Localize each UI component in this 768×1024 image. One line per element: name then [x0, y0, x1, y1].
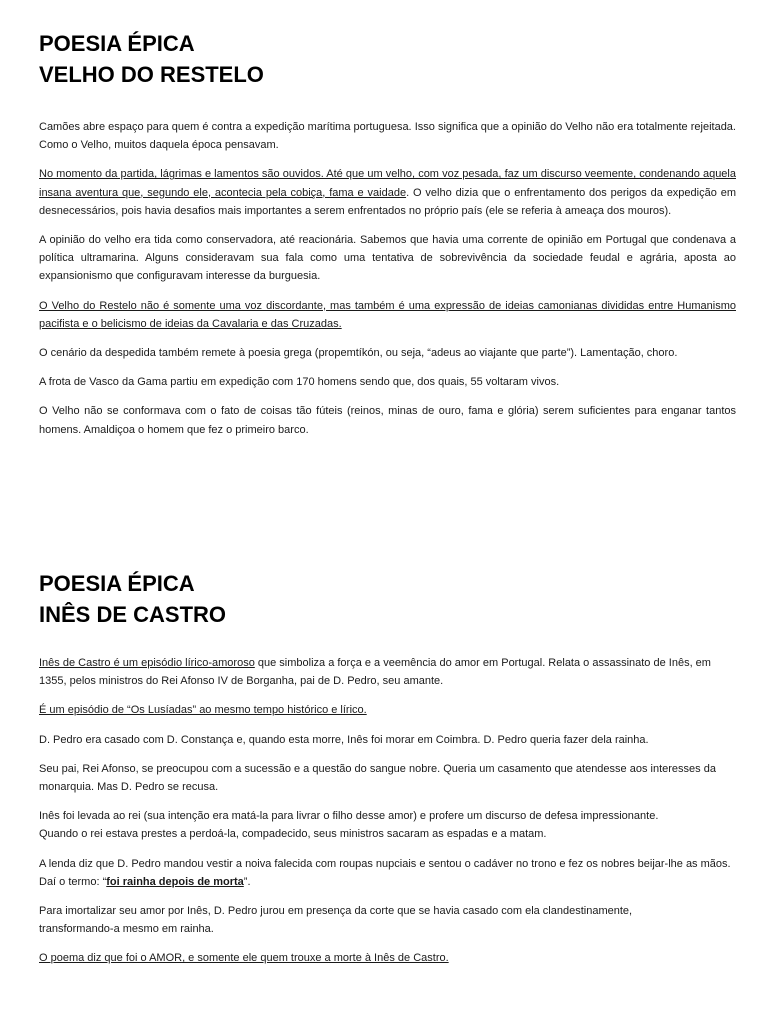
paragraph-5 [39, 807, 736, 843]
underlined-text: No momento da partida, lágrimas e lamentos são ouvidos. Até que um velho, com voz pesada, faz um discurso veemente, condenando aquela insana aventura que, segundo ele, acontecia pela cobiça, fama e vaidade [39, 168, 736, 199]
underlined-text: É um episódio de “Os Lusíadas” ao mesmo tempo histórico e lírico. [39, 704, 367, 717]
title-line-2: INÊS DE CASTRO [39, 602, 227, 627]
emphasized-quote: foi rainha depois de morta [106, 875, 244, 888]
section-velho-do-restelo [39, 28, 736, 450]
paragraph-7 [39, 902, 736, 938]
paragraph-text: A lenda diz que D. Pedro mandou vestir a noiva falecida com roupas nupciais e sentou o cadáver no trono e fez os nobres beijar-lhe as mãos. Daí o termo: “ [39, 857, 731, 888]
paragraph-4 [39, 297, 736, 333]
paragraph-8 [39, 949, 736, 967]
underlined-text: O poema diz que foi o AMOR, e somente ele quem trouxe a morte à Inês de Castro. [39, 952, 449, 965]
paragraph-line-1: Inês foi levada ao rei (sua intenção era matá-la para livrar o filho desse amor) e profere um discurso de defesa impressionante. [39, 810, 659, 823]
underlined-text: Inês de Castro é um episódio lírico-amoroso [39, 657, 255, 669]
paragraph-text-end: ”. [243, 875, 251, 888]
paragraph-line-1: Para imortalizar seu amor por Inês, D. Pedro jurou em presença da corte que se havia casado com ela clandestinamente, [39, 905, 633, 918]
section-title [39, 28, 736, 90]
section-ines-de-castro [39, 568, 736, 979]
paragraph-text: . O velho dizia que o enfrentamento dos perigos da expedição em desnecessários, pois havia desafios mais importantes a serem enfrentados no próprio país (ele se referia à ameaça dos mouros). [39, 186, 736, 217]
paragraph-line-2: Quando o rei estava prestes a perdoá-la, compadecido, seus ministros sacaram as espadas e a matam. [39, 828, 547, 841]
paragraph-3: D. Pedro era casado com D. Constança e, quando esta morre, Inês foi morar em Coimbra. D. Pedro queria fazer dela rainha. [39, 733, 649, 746]
paragraph-2 [39, 701, 736, 719]
paragraph-6: A frota de Vasco da Gama partiu em expedição com 170 homens sendo que, dos quais, 55 voltaram vivos. [39, 376, 560, 389]
paragraph-7: O Velho não se conformava com o fato de coisas tão fúteis (reinos, minas de ouro, fama e glória) serem suficientes para enganar tantos homens. Amaldiçoa o homem que fez o primeiro barco. [39, 405, 736, 436]
paragraph-6 [39, 855, 736, 891]
paragraph-1: Camões abre espaço para quem é contra a expedição marítima portuguesa. Isso significa que a opinião do Velho não era totalmente rejeitada. Como o Velho, muitos daquela época pensavam. [39, 121, 736, 152]
paragraph-line-2: transformando-a mesmo em rainha. [39, 923, 214, 936]
paragraph-5: O cenário da despedida também remete à poesia grega (propemtíkón, ou seja, “adeus ao viajante que parte”). Lamentação, choro. [39, 347, 678, 360]
section-title [39, 568, 736, 630]
paragraph-4: Seu pai, Rei Afonso, se preocupou com a sucessão e a questão do sangue nobre. Queria um casamento que atendesse aos interesses da monarquia. Mas D. Pedro se recusa. [39, 762, 716, 794]
title-line-1: POESIA ÉPICA [39, 31, 195, 56]
paragraph-text: que simboliza a força e a veemência do amor em Portugal. Relata o assassinato de Inês, em 1355, pelos ministros do Rei Afonso IV de Borganha, pai de D. Pedro, seu amante. [39, 657, 711, 688]
title-line-1: POESIA ÉPICA [39, 571, 195, 596]
title-line-2: VELHO DO RESTELO [39, 62, 264, 87]
paragraph-3: A opinião do velho era tida como conservadora, até reacionária. Sabemos que havia uma corrente de opinião em Portugal que condenava a política ultramarina. Alguns consideravam sua fala como uma tentativa de sobrevivência da sociedade feudal e agrária, aposta ao expansionismo que configuravam interesse da burguesia. [39, 234, 736, 283]
underlined-text: O Velho do Restelo não é somente uma voz discordante, mas também é uma expressão de ideias camonianas divididas entre Humanismo pacifista e o belicismo de ideias da Cavalaria e das Cruzadas. [39, 299, 736, 330]
paragraph-2 [39, 165, 736, 220]
paragraph-1 [39, 654, 736, 690]
